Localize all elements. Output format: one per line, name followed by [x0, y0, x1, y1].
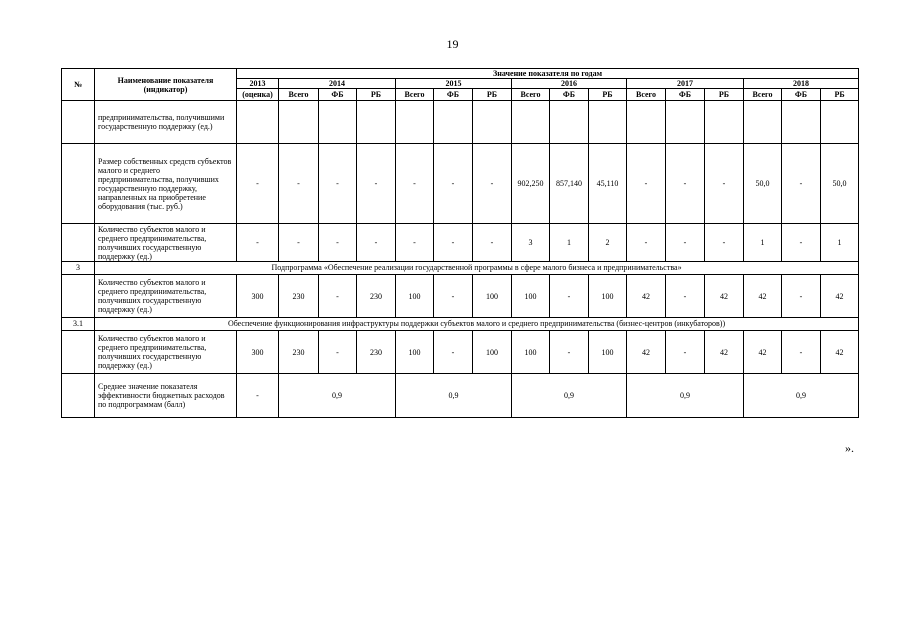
value-cell: [319, 101, 357, 144]
value-cell: -: [550, 275, 589, 318]
closing-quote: ».: [845, 441, 854, 455]
value-cell: 100: [473, 331, 512, 374]
table-body: [62, 101, 859, 418]
value-cell: [357, 101, 396, 144]
value-cell: [512, 101, 550, 144]
value-cell: 1: [550, 224, 589, 262]
value-cell: -: [473, 144, 512, 224]
value-cell: -: [782, 331, 821, 374]
value-cell: 100: [589, 275, 627, 318]
value-cell: [744, 101, 782, 144]
section-title: Обеспечение функционирования инфраструктуры поддержки субъектов малого и среднего предпринимательства (бизнес-центров (инкубаторов)): [95, 318, 859, 331]
row-number: 3.1: [62, 318, 95, 331]
value-cell: -: [473, 224, 512, 262]
value-cell: [821, 101, 859, 144]
indicator-name: Количество субъектов малого и среднего предпринимательства, получивших государственную поддержку (ед.): [95, 224, 237, 262]
indicator-name: Размер собственных средств субъектов малого и среднего предпринимательства, получивших государственную поддержку, направленных на приобретение оборудования (тыс. руб.): [95, 144, 237, 224]
value-cell: 902,250: [512, 144, 550, 224]
value-cell: 42: [744, 275, 782, 318]
value-cell: [666, 101, 705, 144]
page-number: 19: [446, 37, 459, 51]
value-cell: 100: [589, 331, 627, 374]
value-cell: 45,110: [589, 144, 627, 224]
header-sub-total: Всего: [279, 89, 319, 101]
value-cell: 0,9: [512, 374, 627, 418]
header-sub-fb: ФБ: [666, 89, 705, 101]
value-cell: -: [279, 224, 319, 262]
value-cell: 230: [357, 331, 396, 374]
value-cell: 100: [512, 331, 550, 374]
value-cell: [705, 101, 744, 144]
value-cell: -: [666, 275, 705, 318]
value-cell: -: [666, 331, 705, 374]
indicators-table: [61, 68, 859, 418]
value-cell: 42: [744, 331, 782, 374]
header-sub-total: Всего: [627, 89, 666, 101]
header-sub-rb: РБ: [589, 89, 627, 101]
header-year-note: (оценка): [237, 89, 279, 101]
header-year: 2017: [627, 79, 744, 89]
table-header: [62, 69, 859, 101]
table-row: [62, 144, 859, 224]
table-row: [62, 224, 859, 262]
table-row: [62, 101, 859, 144]
value-cell: 0,9: [627, 374, 744, 418]
value-cell: 42: [821, 275, 859, 318]
value-cell: 2: [589, 224, 627, 262]
value-cell: 42: [627, 275, 666, 318]
value-cell: 42: [627, 331, 666, 374]
header-no: №: [62, 69, 95, 101]
value-cell: 0,9: [396, 374, 512, 418]
value-cell: 3: [512, 224, 550, 262]
header-year: 2014: [279, 79, 396, 89]
value-cell: 100: [473, 275, 512, 318]
header-sub-fb: ФБ: [550, 89, 589, 101]
header-sub-fb: ФБ: [434, 89, 473, 101]
row-number: [62, 331, 95, 374]
header-indicator-name: Наименование показателя (индикатор): [95, 69, 237, 101]
value-cell: [434, 101, 473, 144]
header-sub-rb: РБ: [357, 89, 396, 101]
value-cell: 230: [279, 331, 319, 374]
header-year: 2013: [237, 79, 279, 89]
indicator-name: Среднее значение показателя эффективности бюджетных расходов по подпрограммам (балл): [95, 374, 237, 418]
header-sub-rb: РБ: [473, 89, 512, 101]
value-cell: -: [782, 144, 821, 224]
value-cell: 1: [821, 224, 859, 262]
value-cell: 42: [821, 331, 859, 374]
value-cell: -: [705, 144, 744, 224]
header-sub-total: Всего: [396, 89, 434, 101]
header-sub-total: Всего: [744, 89, 782, 101]
value-cell: 300: [237, 275, 279, 318]
indicator-name: Количество субъектов малого и среднего предпринимательства, получивших государственную поддержку (ед.): [95, 331, 237, 374]
row-number: [62, 101, 95, 144]
value-cell: -: [279, 144, 319, 224]
value-cell: -: [319, 331, 357, 374]
row-number: [62, 275, 95, 318]
table-row: [62, 331, 859, 374]
value-cell: -: [237, 374, 279, 418]
header-sub-rb: РБ: [705, 89, 744, 101]
section-row: [62, 262, 859, 275]
value-cell: 0,9: [744, 374, 859, 418]
value-cell: 0,9: [279, 374, 396, 418]
value-cell: [237, 101, 279, 144]
header-sub-fb: ФБ: [319, 89, 357, 101]
value-cell: -: [319, 144, 357, 224]
value-cell: 42: [705, 331, 744, 374]
row-number: [62, 374, 95, 418]
header-sub-fb: ФБ: [782, 89, 821, 101]
value-cell: 50,0: [821, 144, 859, 224]
value-cell: [627, 101, 666, 144]
table-row: [62, 374, 859, 418]
value-cell: -: [237, 224, 279, 262]
value-cell: 230: [357, 275, 396, 318]
value-cell: -: [319, 224, 357, 262]
value-cell: -: [550, 331, 589, 374]
header-sub-total: Всего: [512, 89, 550, 101]
value-cell: -: [434, 331, 473, 374]
value-cell: -: [705, 224, 744, 262]
header-year: 2018: [744, 79, 859, 89]
value-cell: -: [434, 275, 473, 318]
section-row: [62, 318, 859, 331]
header-values-title: Значение показателя по годам: [237, 69, 859, 79]
indicator-name: предпринимательства, получившими государственную поддержку (ед.): [95, 101, 237, 144]
row-number: 3: [62, 262, 95, 275]
value-cell: -: [627, 144, 666, 224]
value-cell: 230: [279, 275, 319, 318]
value-cell: -: [782, 224, 821, 262]
value-cell: -: [357, 224, 396, 262]
value-cell: 50,0: [744, 144, 782, 224]
value-cell: 857,140: [550, 144, 589, 224]
value-cell: -: [627, 224, 666, 262]
row-number: [62, 224, 95, 262]
value-cell: [589, 101, 627, 144]
value-cell: -: [434, 144, 473, 224]
value-cell: [550, 101, 589, 144]
value-cell: -: [666, 144, 705, 224]
value-cell: -: [237, 144, 279, 224]
indicator-name: Количество субъектов малого и среднего предпринимательства, получивших государственную поддержку (ед.): [95, 275, 237, 318]
value-cell: -: [782, 275, 821, 318]
value-cell: -: [666, 224, 705, 262]
value-cell: -: [434, 224, 473, 262]
value-cell: 100: [512, 275, 550, 318]
value-cell: 42: [705, 275, 744, 318]
value-cell: [396, 101, 434, 144]
table-row: [62, 275, 859, 318]
row-number: [62, 144, 95, 224]
header-year: 2015: [396, 79, 512, 89]
value-cell: -: [357, 144, 396, 224]
value-cell: 1: [744, 224, 782, 262]
value-cell: [782, 101, 821, 144]
value-cell: 300: [237, 331, 279, 374]
section-title: Подпрограмма «Обеспечение реализации государственной программы в сфере малого бизнеса и предпринимательства»: [95, 262, 859, 275]
value-cell: [279, 101, 319, 144]
value-cell: 100: [396, 275, 434, 318]
value-cell: [473, 101, 512, 144]
value-cell: -: [396, 224, 434, 262]
value-cell: -: [396, 144, 434, 224]
value-cell: -: [319, 275, 357, 318]
header-sub-rb: РБ: [821, 89, 859, 101]
header-year: 2016: [512, 79, 627, 89]
value-cell: 100: [396, 331, 434, 374]
